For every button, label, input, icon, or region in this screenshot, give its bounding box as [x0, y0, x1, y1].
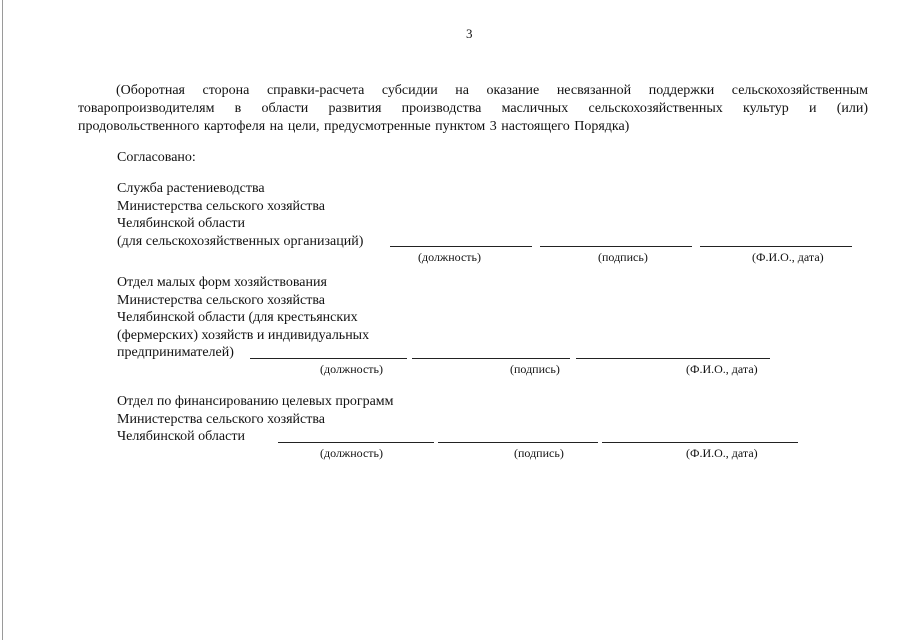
name-date-caption: (Ф.И.О., дата)	[686, 362, 758, 376]
position-signature-line[interactable]	[250, 358, 407, 359]
block-line: (для сельскохозяйственных организаций)	[117, 233, 364, 249]
block-line: Отдел малых форм хозяйствования	[117, 275, 327, 290]
signature-caption: (подпись)	[510, 362, 560, 376]
approval-block-small-farms	[117, 274, 369, 362]
agreed-label: Согласовано:	[117, 150, 196, 165]
signature-caption: (подпись)	[598, 250, 648, 264]
block-line: Челябинской области	[117, 216, 245, 231]
block-line: предпринимателей)	[117, 345, 234, 360]
page-number: 3	[466, 26, 473, 41]
approval-block-plant-service	[117, 180, 363, 250]
position-caption: (должность)	[320, 362, 383, 376]
name-date-caption: (Ф.И.О., дата)	[752, 250, 824, 264]
block-line: (фермерских) хозяйств и индивидуальных	[117, 327, 370, 343]
position-signature-line[interactable]	[278, 442, 434, 443]
signature-caption: (подпись)	[514, 446, 564, 460]
block-line: Министерства сельского хозяйства	[117, 292, 326, 308]
position-caption: (должность)	[418, 250, 481, 264]
name-date-caption: (Ф.И.О., дата)	[686, 446, 758, 460]
block-line: Челябинской области	[117, 429, 245, 444]
block-line: Министерства сельского хозяйства	[117, 411, 326, 427]
block-line: Министерства сельского хозяйства	[117, 198, 326, 214]
name-date-signature-line[interactable]	[700, 246, 852, 247]
intro-line-1: (Оборотная сторона справки-расчета субсидии на оказание несвязанной поддержки сельскохозяйственным	[116, 83, 868, 98]
block-line: Челябинской области (для крестьянских	[117, 310, 358, 325]
signature-line[interactable]	[412, 358, 570, 359]
signature-line[interactable]	[438, 442, 598, 443]
position-caption: (должность)	[320, 446, 383, 460]
name-date-signature-line[interactable]	[576, 358, 770, 359]
approval-block-financing	[117, 393, 394, 446]
page-edge-line	[2, 0, 3, 640]
position-signature-line[interactable]	[390, 246, 532, 247]
intro-line-2: товаропроизводителям в области развития производства масличных сельскохозяйственных культур и (или)	[78, 101, 868, 116]
intro-line-3: продовольственного картофеля на цели, предусмотренные пунктом 3 настоящего Порядка)	[78, 119, 630, 134]
block-line: Отдел по финансированию целевых программ	[117, 394, 394, 409]
signature-line[interactable]	[540, 246, 692, 247]
intro-paragraph	[78, 82, 868, 136]
block-line: Служба растениеводства	[117, 181, 265, 196]
name-date-signature-line[interactable]	[602, 442, 798, 443]
